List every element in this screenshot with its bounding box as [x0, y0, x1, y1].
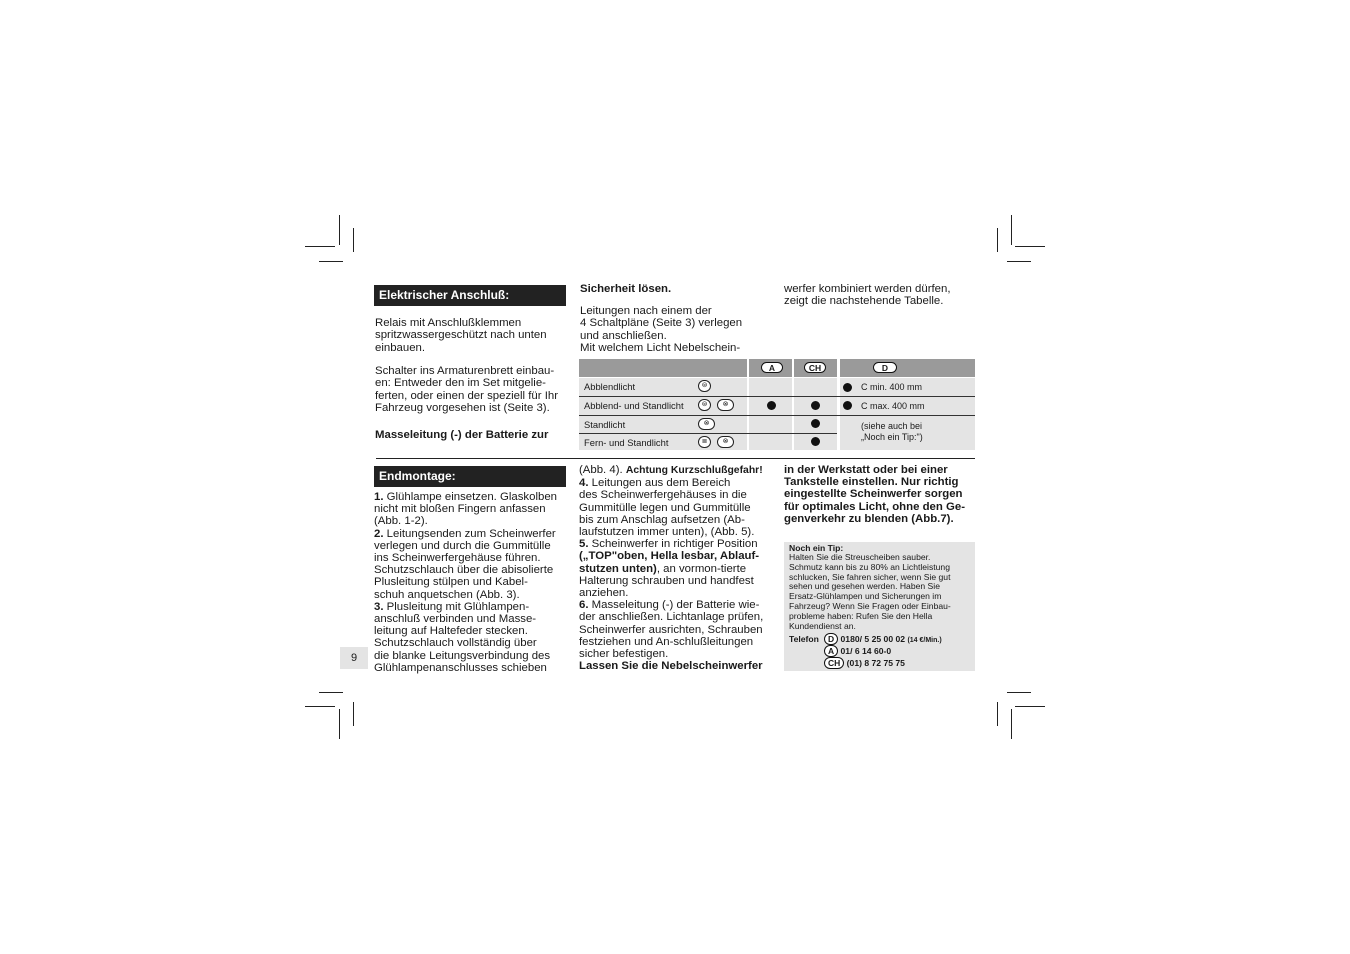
crop-mark — [305, 706, 335, 707]
page-number: 9 — [340, 647, 368, 669]
low-beam-lamp-icon: ⊜ — [698, 399, 711, 411]
phone-label: Telefon — [789, 634, 819, 644]
low-beam-lamp-icon: ⊜ — [698, 380, 711, 392]
text-line: leitung auf Haltefeder stecken. — [374, 625, 528, 638]
country-badge-d: D — [824, 633, 838, 645]
table-note-cell — [840, 416, 975, 450]
text-line: Glühlampenanschlusses schieben — [374, 661, 547, 674]
crop-mark — [1015, 706, 1045, 707]
crop-mark — [1007, 692, 1031, 693]
text-line: Gummitülle legen und Gummitülle — [579, 501, 751, 514]
text-line: der anschließen. Lichtanlage prüfen, — [579, 611, 764, 624]
text-schalter: Schalter ins Armaturenbrett einbau- en: Entweder den im Set mitgelie- ferten, oder einen der speziell für Ihr Fahrzeug vorgesehen ist (Seite 3). — [375, 365, 558, 415]
country-badge-a: A — [761, 362, 783, 373]
text-line: anziehen. — [579, 587, 629, 600]
text-leitungen: Leitungen nach einem der 4 Schaltpläne (Seite 3) verlegen und anschließen. Mit welchem Licht Nebelschein- — [580, 305, 743, 355]
table-dot — [811, 437, 820, 446]
text-line: die blanke Leitungsverbindung des — [374, 649, 551, 662]
text-line: nicht mit bloßen Fingern anfassen — [374, 503, 546, 516]
lamp-combination-table — [579, 359, 975, 450]
table-dot — [767, 401, 776, 410]
text-line: Schutzschlauch über die abisolierte — [374, 564, 554, 577]
phone-row-a — [824, 645, 891, 657]
text-line: festziehen und An-schlußleitungen — [579, 635, 754, 648]
table-row-label: Fern- und Standlicht — [579, 434, 747, 450]
phone-number: 0180/ 5 25 00 02 — [840, 634, 906, 644]
phone-row-ch — [824, 657, 905, 669]
text-line: 1. Glühlampe einsetzen. Glaskolben — [374, 491, 557, 503]
text-line: stutzen unten), an vormon-tierte — [579, 562, 747, 575]
text-line: Lassen Sie die Nebelscheinwerfer — [579, 660, 763, 673]
tip-title: Noch ein Tip: — [789, 543, 844, 553]
table-row-label: Abblendlicht — [579, 378, 747, 396]
text-line: schuh anquetschen (Abb. 3). — [374, 588, 520, 601]
country-badge-a: A — [824, 645, 838, 657]
text-line: 2. Leitungsenden zum Scheinwerfer — [374, 527, 556, 540]
text-line: laufstutzen immer unten), (Abb. 5). — [579, 526, 755, 539]
crop-mark — [319, 692, 343, 693]
text-line: 5. Scheinwerfer in richtiger Position — [579, 538, 758, 551]
text-line: 3. Plusleitung mit Glühlampen- — [374, 600, 530, 613]
table-row-label: Standlicht — [579, 416, 747, 433]
text-relais: Relais mit Anschlußklemmen spritzwassergeschützt nach unten einbauen. — [375, 317, 547, 354]
phone-note: (14 €/Min.) — [907, 637, 942, 644]
table-note-line: (siehe auch bei — [861, 421, 923, 431]
text-line: sicher befestigen. — [579, 648, 669, 661]
text-line: Plusleitung stülpen und Kabel- — [374, 576, 528, 589]
crop-mark — [339, 215, 340, 245]
parking-lamp-icon: ⊗ — [717, 436, 734, 448]
section-divider — [376, 458, 975, 459]
table-note-line: „Noch ein Tip:") — [861, 431, 923, 442]
text-endmontage-col1 — [374, 491, 557, 674]
country-badge-ch: CH — [804, 362, 826, 373]
text-line: verlegen und durch die Gummitülle — [374, 539, 551, 552]
country-badge-ch: CH — [824, 657, 844, 669]
text-line: Halterung schrauben und handfest — [579, 574, 754, 587]
section-heading-electrical: Elektrischer Anschluß: — [374, 285, 566, 306]
text-sicherheit: Sicherheit lösen. — [580, 283, 672, 295]
crop-mark — [305, 246, 335, 247]
table-dot — [811, 401, 820, 410]
table-d-text: C min. 400 mm — [861, 382, 923, 392]
text-line: (Abb. 1-2). — [374, 515, 428, 528]
text-line: des Scheinwerfergehäuses in die — [579, 489, 747, 502]
phone-row-d — [824, 633, 942, 646]
text-line: ins Scheinwerfergehäuse führen. — [374, 552, 541, 565]
table-row-label: Abblend- und Standlicht — [579, 397, 747, 415]
phone-number: (01) 8 72 75 75 — [846, 658, 905, 668]
tip-text: Halten Sie die Streuscheiben sauber. Schmutz kann bis zu 80% an Lichtleistung schlucken, Sie fahren sicher, wenn Sie gut sehen und gesehen werden. Haben Sie Ersatz-Glühlampen und Sicherungen im Fahrzeug? Wenn Sie Fragen oder Einbau- probleme haben: Rufen Sie den Hella Kundendienst an. — [789, 552, 951, 631]
crop-mark — [1007, 261, 1031, 262]
text-masseleitung: Masseleitung (-) der Batterie zur — [375, 429, 549, 441]
high-beam-lamp-icon: ≣ — [698, 436, 711, 448]
text-line: Schutzschlauch vollständig über — [374, 637, 537, 650]
text-line: („TOP"oben, Hella lesbar, Ablauf- — [579, 550, 760, 563]
parking-lamp-icon: ⊗ — [717, 399, 734, 411]
crop-mark — [353, 228, 354, 252]
table-dot — [811, 419, 820, 428]
crop-mark — [1011, 709, 1012, 739]
text-kombiniert: werfer kombiniert werden dürfen, zeigt die nachstehende Tabelle. — [784, 283, 951, 308]
text-line: Scheinwerfer ausrichten, Schrauben — [579, 623, 763, 636]
section-heading-endmontage: Endmontage: — [374, 466, 566, 487]
table-dot — [843, 383, 852, 392]
text-line: anschluß verbinden und Masse- — [374, 613, 537, 626]
text-endmontage-col2 — [579, 464, 763, 672]
tip-box — [784, 542, 975, 671]
text-line: 6. Masseleitung (-) der Batterie wie- — [579, 599, 760, 612]
crop-mark — [997, 702, 998, 726]
crop-mark — [1011, 215, 1012, 245]
crop-mark — [997, 228, 998, 252]
table-d-text: C max. 400 mm — [861, 401, 925, 411]
parking-lamp-icon: ⊗ — [698, 418, 715, 430]
text-line: 4. Leitungen aus dem Bereich — [579, 477, 731, 490]
crop-mark — [353, 702, 354, 726]
phone-number: 01/ 6 14 60-0 — [840, 646, 892, 656]
table-dot — [843, 401, 852, 410]
crop-mark — [319, 261, 343, 262]
country-badge-d: D — [873, 362, 897, 373]
crop-mark — [1015, 246, 1045, 247]
crop-mark — [339, 709, 340, 739]
text-line: bis zum Anschlag aufsetzen (Ab- — [579, 513, 745, 526]
text-line: (Abb. 4). Achtung Kurzschlußgefahr! — [579, 464, 763, 476]
text-werkstatt: in der Werkstatt oder bei einer Tankstelle einstellen. Nur richtig eingestellte Scheinwerfer sorgen für optimales Licht, ohne den Ge- genverkehr zu blenden (Abb.7). — [784, 464, 965, 525]
